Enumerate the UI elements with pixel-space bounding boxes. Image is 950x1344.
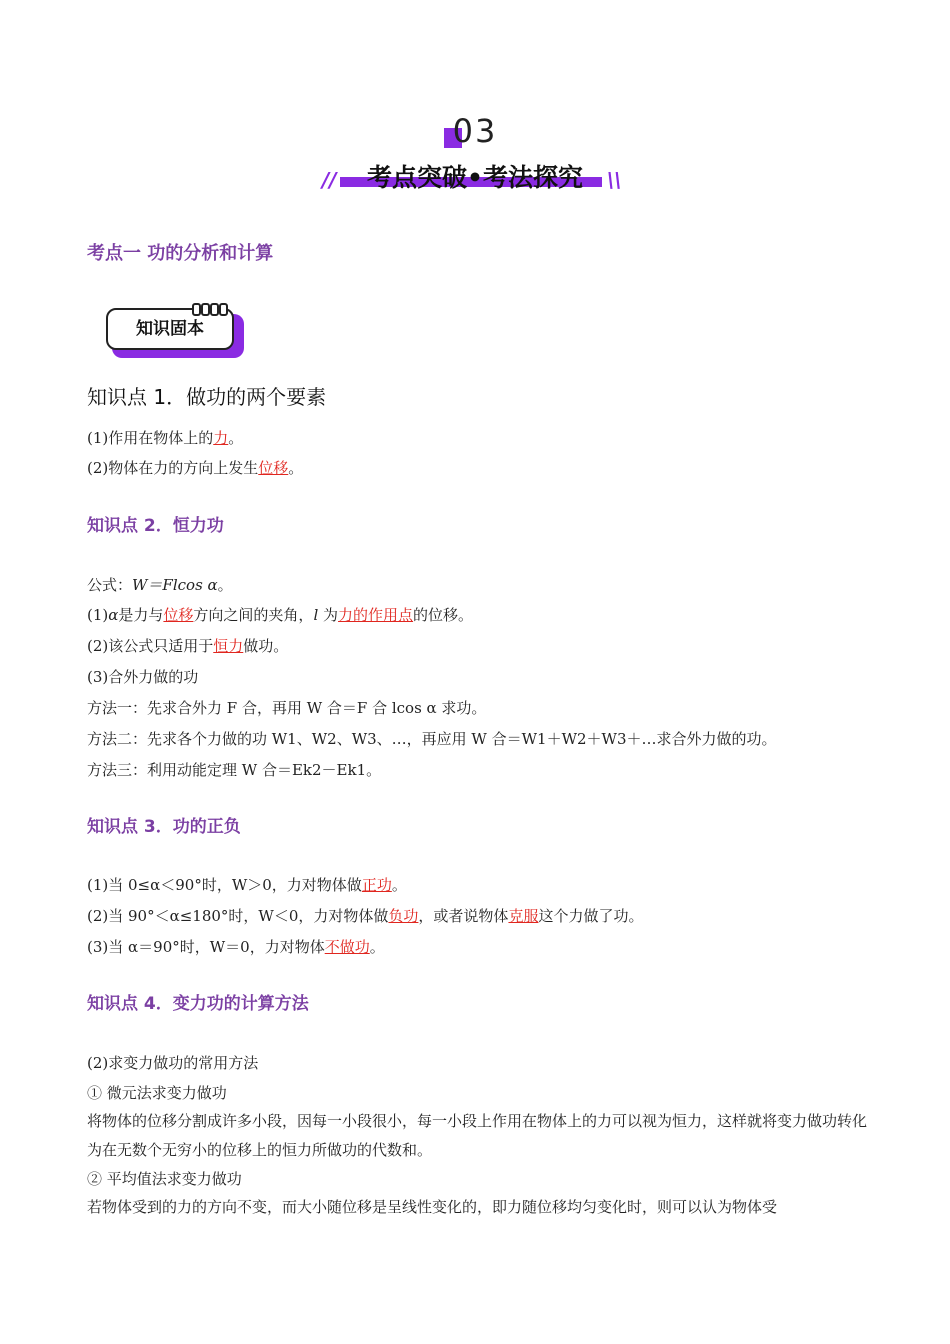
answer-blank: 位移 <box>258 459 289 477</box>
answer-blank: 克服 <box>508 907 539 925</box>
answer-blank: 不做功 <box>324 938 370 956</box>
kp2-method3: 方法三：利用动能定理 W 合＝Ek2－Ek1。 <box>87 761 382 779</box>
kp3-line3: (3)当 α＝90°时，W＝0，力对物体不做功。 <box>87 938 385 956</box>
kp4-paragraph1: 将物体的位移分割成许多小段，因每一小段很小，每一小段上作用在物体上的力可以视为恒力，这样就将变力做功转化为在无数个无穷小的位移上的恒力所做功的代数和。 <box>87 1112 868 1159</box>
kp1-title: 知识点 1．做功的两个要素 <box>87 385 327 409</box>
kp2-line2: (2)该公式只适用于恒力做功。 <box>87 637 289 655</box>
kp2-line3: (3)合外力做的功 <box>87 668 199 686</box>
kp4-paragraph2: 若物体受到的力的方向不变，而大小随位移是呈线性变化的，即力随位移均匀变化时，则可以认为物体受 <box>87 1198 778 1216</box>
kp3-line2: (2)当 90°＜α≤180°时，W＜0，力对物体做负功，或者说物体克服这个力做了功。 <box>87 907 644 925</box>
banner-slash-left: // <box>322 168 337 192</box>
kp1-line2: (2)物体在力的方向上发生位移。 <box>87 459 304 477</box>
kp4-title: 知识点 4．变力功的计算方法 <box>87 994 309 1014</box>
kp3-title: 知识点 3．功的正负 <box>87 817 241 837</box>
answer-blank: 负功 <box>388 907 419 925</box>
answer-blank: 力的作用点 <box>338 606 414 624</box>
kp2-method2: 方法二：先求各个力做的功 W1、W2、W3、…，再应用 W 合＝W1＋W2＋W3＋…求合外力做的功。 <box>87 730 777 748</box>
knowledge-badge <box>106 308 246 360</box>
banner-slash-right: \\ <box>607 168 622 192</box>
topic-heading: 考点一 功的分析和计算 <box>87 243 274 264</box>
kp2-formula: 公式：W＝Flcos α。 <box>87 576 233 594</box>
kp2-method1: 方法一：先求合外力 F 合，再用 W 合＝F 合 lcos α 求功。 <box>87 699 487 717</box>
kp4-line2: ① 微元法求变力做功 <box>87 1084 227 1102</box>
banner-title: 考点突破•考法探究 <box>367 163 583 192</box>
answer-blank: 位移 <box>163 606 194 624</box>
badge-label: 知识固本 <box>136 319 204 339</box>
answer-blank: 力 <box>213 429 229 447</box>
kp3-line1: (1)当 0≤α＜90°时，W＞0，力对物体做正功。 <box>87 876 407 894</box>
answer-blank: 恒力 <box>213 637 244 655</box>
kp2-line1: (1)α是力与位移方向之间的夹角，l 为力的作用点的位移。 <box>87 606 474 624</box>
kp4-line1: (2)求变力做功的常用方法 <box>87 1054 259 1072</box>
kp4-line3: ② 平均值法求变力做功 <box>87 1170 242 1188</box>
kp2-title: 知识点 2．恒力功 <box>87 516 224 536</box>
answer-blank: 正功 <box>361 876 392 894</box>
section-number: 03 <box>452 112 498 150</box>
kp1-line1: (1)作用在物体上的力。 <box>87 429 244 447</box>
